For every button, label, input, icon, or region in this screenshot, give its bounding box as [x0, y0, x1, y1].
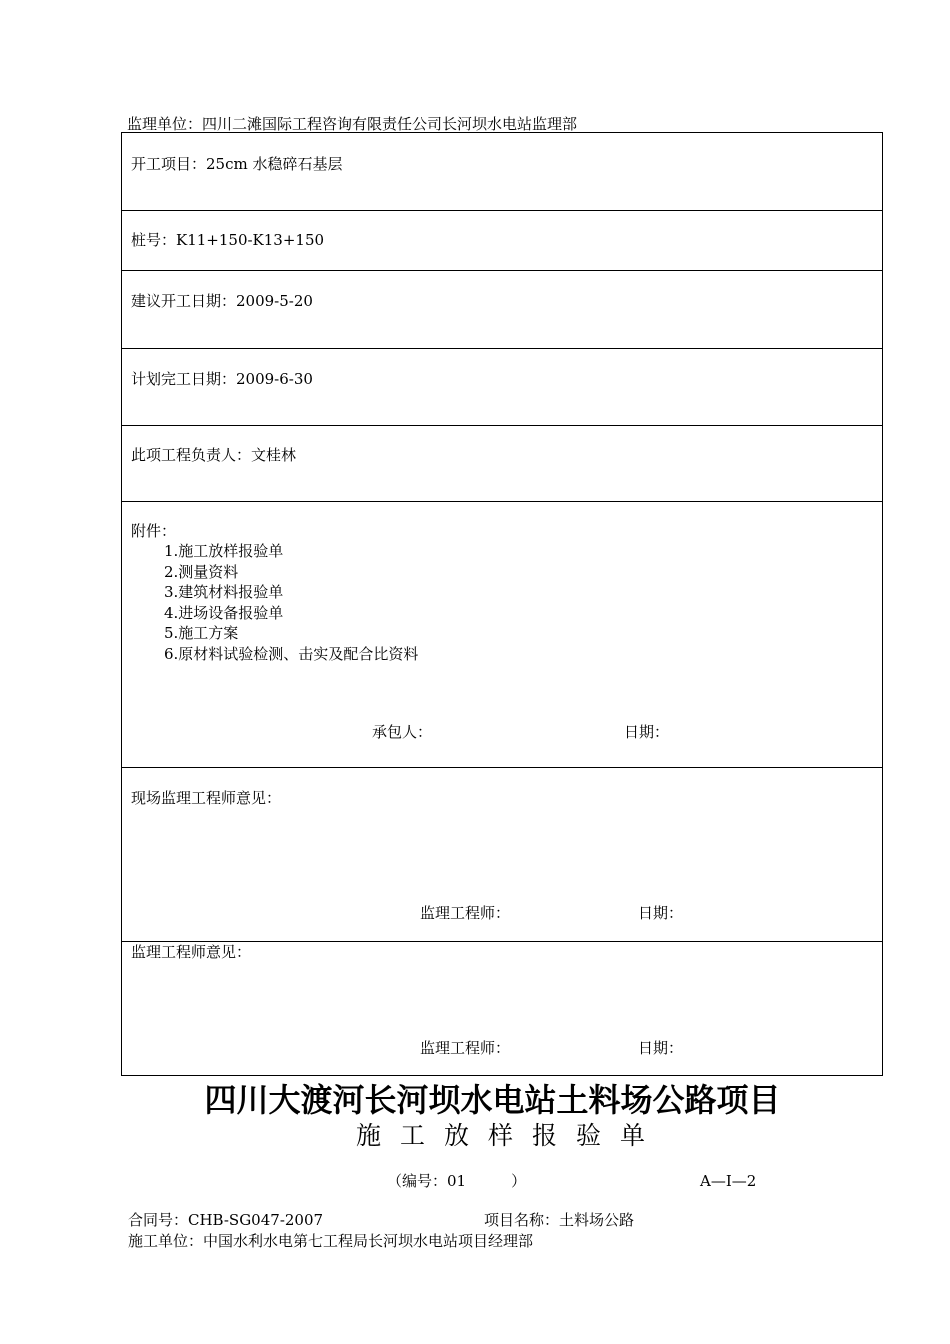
serial-number: （编号：01 ）: [387, 1172, 527, 1190]
planned-finish-text: 计划完工日期：2009-6-30: [131, 370, 313, 388]
row-proposed-start: [122, 270, 882, 349]
project-title: 四川大渡河长河坝水电站土料场公路项目: [204, 1081, 781, 1119]
site-engineer-signature-label: 监理工程师：: [420, 904, 511, 922]
site-engineer-opinion-label: 现场监理工程师意见：: [131, 789, 282, 807]
attachment-item: 2.测量资料: [164, 562, 239, 581]
construction-unit: 施工单位：中国水利水电第七工程局长河坝水电站项目经理部: [128, 1232, 534, 1250]
contractor-date-label: 日期：: [624, 723, 670, 741]
row-planned-finish: [122, 348, 882, 426]
form-code: A—I—2: [700, 1172, 757, 1190]
proposed-start-text: 建议开工日期：2009-5-20: [131, 292, 313, 310]
attachment-item: 3.建筑材料报验单: [164, 583, 284, 601]
project-name: 项目名称：土料场公路: [484, 1211, 635, 1229]
row-project-item: [122, 133, 882, 211]
row-person-in-charge: [122, 425, 882, 502]
row-station-no: [122, 210, 882, 271]
form-table: [121, 132, 883, 1076]
attachment-item: 4.进场设备报验单: [164, 603, 284, 622]
person-in-charge-text: 此项工程负责人：文桂林: [131, 446, 297, 464]
contract-number: 合同号：CHB-SG047-2007: [128, 1211, 324, 1229]
contractor-label: 承包人：: [372, 723, 433, 741]
attachment-item: 1.施工放样报验单: [164, 542, 284, 560]
engineer-opinion-label: 监理工程师意见：: [131, 943, 252, 961]
supervisor-unit: 监理单位：四川二滩国际工程咨询有限责任公司长河坝水电站监理部: [127, 115, 578, 133]
row-attachments: [122, 501, 882, 768]
attachments-list: [164, 541, 418, 664]
attachments-label: 附件：: [131, 522, 177, 540]
engineer-date-label: 日期：: [638, 1039, 684, 1057]
station-no-text: 桩号：K11+150-K13+150: [131, 231, 325, 249]
project-item-text: 开工项目：25cm 水稳碎石基层: [131, 155, 343, 173]
row-engineer-opinion: [122, 941, 882, 1075]
site-engineer-date-label: 日期：: [638, 904, 684, 922]
form-title: 施工放样报验单: [355, 1121, 664, 1150]
attachment-item: 6.原材料试验检测、击实及配合比资料: [164, 644, 419, 663]
engineer-signature-label: 监理工程师：: [420, 1039, 511, 1057]
attachment-item: 5.施工方案: [164, 624, 239, 642]
row-site-engineer-opinion: [122, 767, 882, 942]
